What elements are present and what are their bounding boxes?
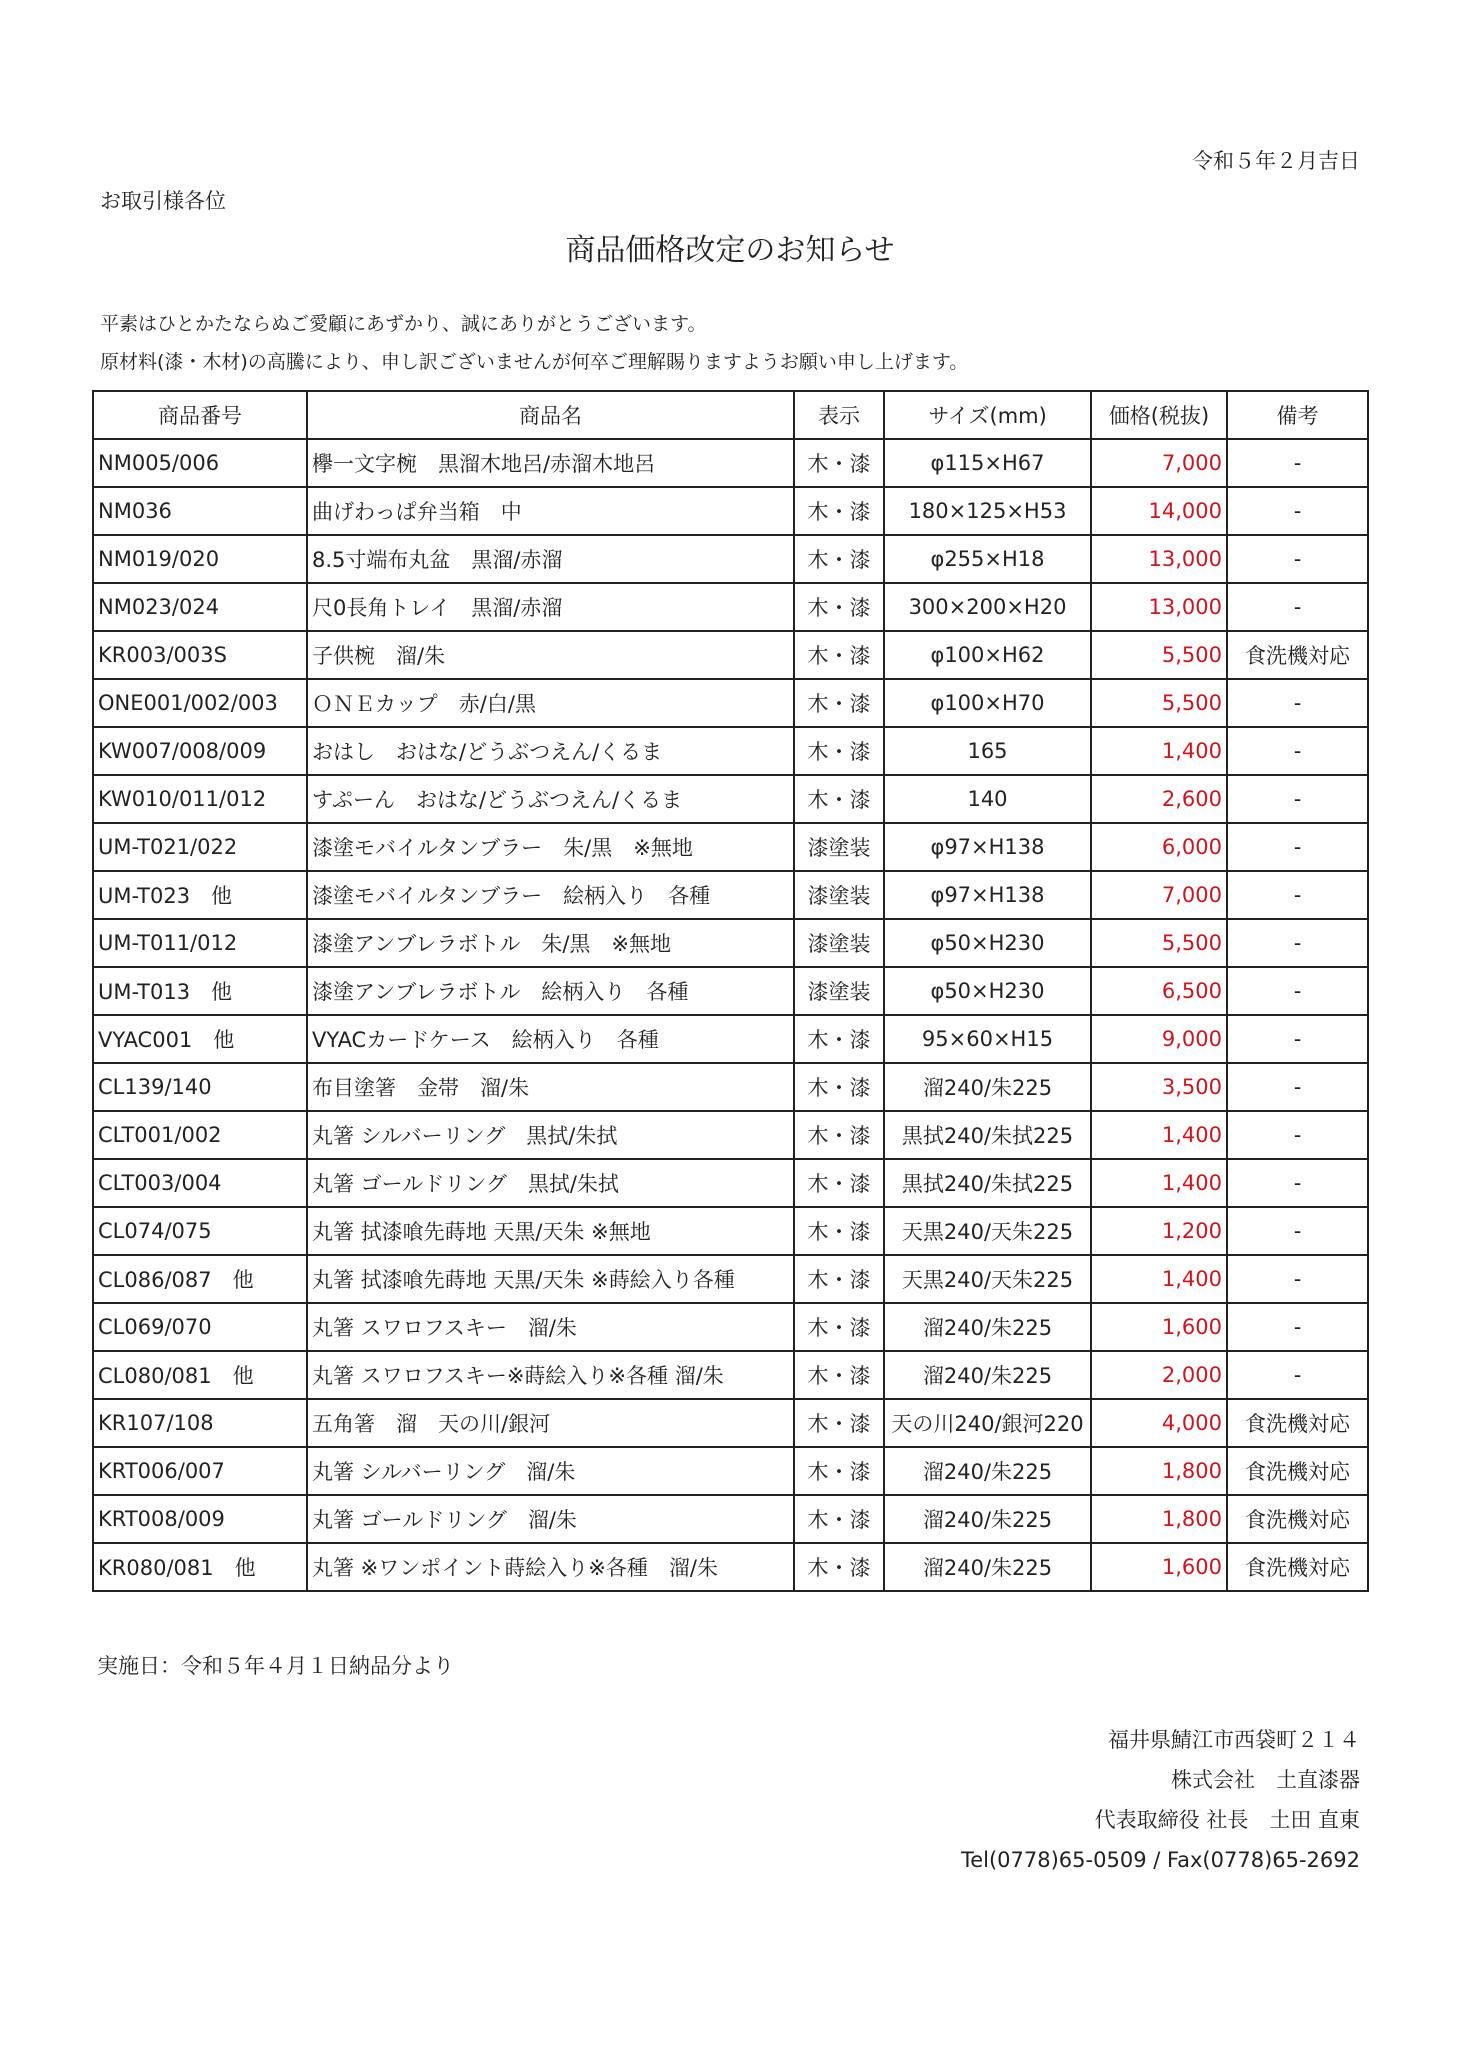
cell-note: - xyxy=(1227,1015,1368,1063)
cell-price: 2,600 xyxy=(1091,775,1227,823)
cell-product-code: CLT003/004 xyxy=(93,1159,307,1207)
cell-product-code: UM-T013 他 xyxy=(93,967,307,1015)
table-row xyxy=(93,1207,1368,1255)
table-row xyxy=(93,1399,1368,1447)
cell-size: φ50×H230 xyxy=(884,919,1091,967)
cell-size: 天黒240/天朱225 xyxy=(884,1207,1091,1255)
cell-product-code: CL069/070 xyxy=(93,1303,307,1351)
cell-product-name: 丸箸 ゴールドリング 溜/朱 xyxy=(307,1495,794,1543)
table-row xyxy=(93,679,1368,727)
cell-note: - xyxy=(1227,487,1368,535)
cell-product-name: 欅一文字椀 黒溜木地呂/赤溜木地呂 xyxy=(307,439,794,487)
cell-product-name: おはし おはな/どうぶつえん/くるま xyxy=(307,727,794,775)
cell-product-name: すぷーん おはな/どうぶつえん/くるま xyxy=(307,775,794,823)
cell-size: φ97×H138 xyxy=(884,871,1091,919)
cell-product-code: UM-T021/022 xyxy=(93,823,307,871)
cell-product-name: 丸箸 ゴールドリング 黒拭/朱拭 xyxy=(307,1159,794,1207)
cell-note: - xyxy=(1227,1207,1368,1255)
table-row xyxy=(93,823,1368,871)
cell-product-name: 漆塗モバイルタンブラー 朱/黒 ※無地 xyxy=(307,823,794,871)
cell-material: 木・漆 xyxy=(794,439,884,487)
cell-size: 溜240/朱225 xyxy=(884,1351,1091,1399)
header-note: 備考 xyxy=(1227,391,1368,439)
cell-product-code: KRT006/007 xyxy=(93,1447,307,1495)
document-date: 令和５年２月吉日 xyxy=(1192,149,1360,173)
table-row xyxy=(93,1015,1368,1063)
cell-note: - xyxy=(1227,583,1368,631)
cell-product-code: CLT001/002 xyxy=(93,1111,307,1159)
cell-price: 13,000 xyxy=(1091,535,1227,583)
cell-material: 漆塗装 xyxy=(794,967,884,1015)
intro-line: 平素はひとかたならぬご愛顧にあずかり、誠にありがとうございます。 xyxy=(100,313,707,335)
cell-material: 木・漆 xyxy=(794,1015,884,1063)
cell-note: 食洗機対応 xyxy=(1227,1447,1368,1495)
cell-size: 溜240/朱225 xyxy=(884,1495,1091,1543)
cell-note: - xyxy=(1227,1063,1368,1111)
cell-product-name: 丸箸 拭漆喰先蒔地 天黒/天朱 ※蒔絵入り各種 xyxy=(307,1255,794,1303)
cell-note: - xyxy=(1227,439,1368,487)
cell-product-name: 丸箸 シルバーリング 溜/朱 xyxy=(307,1447,794,1495)
cell-product-code: NM019/020 xyxy=(93,535,307,583)
cell-size: φ50×H230 xyxy=(884,967,1091,1015)
cell-product-code: NM036 xyxy=(93,487,307,535)
cell-price: 6,000 xyxy=(1091,823,1227,871)
cell-material: 木・漆 xyxy=(794,1063,884,1111)
cell-material: 木・漆 xyxy=(794,679,884,727)
cell-note: - xyxy=(1227,1351,1368,1399)
cell-size: 天の川240/銀河220 xyxy=(884,1399,1091,1447)
cell-product-name: 漆塗アンブレラボトル 絵柄入り 各種 xyxy=(307,967,794,1015)
cell-size: 165 xyxy=(884,727,1091,775)
intro-line: 原材料(漆・木材)の高騰により、申し訳ございませんが何卒ご理解賜りますようお願い申し上げます。 xyxy=(100,351,969,373)
cell-material: 木・漆 xyxy=(794,1543,884,1591)
table-row xyxy=(93,1543,1368,1591)
table-header-row xyxy=(93,391,1368,439)
cell-note: - xyxy=(1227,1111,1368,1159)
table-row xyxy=(93,871,1368,919)
cell-price: 5,500 xyxy=(1091,679,1227,727)
cell-product-code: ONE001/002/003 xyxy=(93,679,307,727)
addressee: お取引様各位 xyxy=(100,189,226,213)
cell-material: 木・漆 xyxy=(794,487,884,535)
cell-product-name: 五角箸 溜 天の川/銀河 xyxy=(307,1399,794,1447)
cell-size: φ100×H70 xyxy=(884,679,1091,727)
cell-price: 1,200 xyxy=(1091,1207,1227,1255)
cell-size: 溜240/朱225 xyxy=(884,1447,1091,1495)
cell-size: 黒拭240/朱拭225 xyxy=(884,1159,1091,1207)
cell-material: 木・漆 xyxy=(794,1399,884,1447)
table-row xyxy=(93,631,1368,679)
cell-product-code: UM-T011/012 xyxy=(93,919,307,967)
table-row xyxy=(93,1159,1368,1207)
cell-price: 1,400 xyxy=(1091,727,1227,775)
cell-product-name: 丸箸 ※ワンポイント蒔絵入り※各種 溜/朱 xyxy=(307,1543,794,1591)
cell-material: 漆塗装 xyxy=(794,871,884,919)
cell-material: 木・漆 xyxy=(794,583,884,631)
cell-material: 木・漆 xyxy=(794,775,884,823)
cell-material: 木・漆 xyxy=(794,1207,884,1255)
cell-material: 木・漆 xyxy=(794,1111,884,1159)
cell-note: 食洗機対応 xyxy=(1227,1543,1368,1591)
cell-note: - xyxy=(1227,871,1368,919)
cell-product-name: 漆塗モバイルタンブラー 絵柄入り 各種 xyxy=(307,871,794,919)
cell-product-name: 尺0長角トレイ 黒溜/赤溜 xyxy=(307,583,794,631)
header-price: 価格(税抜) xyxy=(1091,391,1227,439)
cell-price: 6,500 xyxy=(1091,967,1227,1015)
cell-material: 木・漆 xyxy=(794,1159,884,1207)
cell-material: 漆塗装 xyxy=(794,823,884,871)
table-row xyxy=(93,919,1368,967)
cell-note: - xyxy=(1227,1255,1368,1303)
cell-price: 1,600 xyxy=(1091,1543,1227,1591)
table-row xyxy=(93,535,1368,583)
cell-size: φ115×H67 xyxy=(884,439,1091,487)
cell-note: - xyxy=(1227,775,1368,823)
cell-product-name: VYACカードケース 絵柄入り 各種 xyxy=(307,1015,794,1063)
cell-note: - xyxy=(1227,1159,1368,1207)
cell-product-code: KW010/011/012 xyxy=(93,775,307,823)
cell-material: 漆塗装 xyxy=(794,919,884,967)
cell-size: 140 xyxy=(884,775,1091,823)
cell-price: 9,000 xyxy=(1091,1015,1227,1063)
cell-price: 7,000 xyxy=(1091,439,1227,487)
cell-size: φ255×H18 xyxy=(884,535,1091,583)
cell-product-name: 8.5寸端布丸盆 黒溜/赤溜 xyxy=(307,535,794,583)
cell-product-code: CL080/081 他 xyxy=(93,1351,307,1399)
cell-price: 1,400 xyxy=(1091,1111,1227,1159)
cell-note: - xyxy=(1227,919,1368,967)
sender-representative: 代表取締役 社長 土田 直東 xyxy=(1094,1808,1360,1832)
cell-note: 食洗機対応 xyxy=(1227,1399,1368,1447)
cell-size: φ97×H138 xyxy=(884,823,1091,871)
sender-company: 株式会社 土直漆器 xyxy=(1171,1768,1360,1792)
cell-price: 1,400 xyxy=(1091,1159,1227,1207)
cell-material: 木・漆 xyxy=(794,535,884,583)
header-product-code: 商品番号 xyxy=(93,391,307,439)
table-row xyxy=(93,487,1368,535)
cell-price: 7,000 xyxy=(1091,871,1227,919)
header-material: 表示 xyxy=(794,391,884,439)
table-row xyxy=(93,583,1368,631)
sender-contact: Tel(0778)65-0509 / Fax(0778)65-2692 xyxy=(960,1848,1360,1872)
cell-price: 3,500 xyxy=(1091,1063,1227,1111)
cell-note: - xyxy=(1227,679,1368,727)
table-row xyxy=(93,1303,1368,1351)
cell-size: 300×200×H20 xyxy=(884,583,1091,631)
cell-product-code: KR107/108 xyxy=(93,1399,307,1447)
document-title: 商品価格改定のお知らせ xyxy=(565,233,895,268)
cell-note: - xyxy=(1227,1303,1368,1351)
intro-paragraph xyxy=(100,305,968,381)
cell-material: 木・漆 xyxy=(794,727,884,775)
table-row xyxy=(93,1111,1368,1159)
cell-price: 4,000 xyxy=(1091,1399,1227,1447)
table-row xyxy=(93,1351,1368,1399)
cell-material: 木・漆 xyxy=(794,1495,884,1543)
cell-product-code: KR080/081 他 xyxy=(93,1543,307,1591)
cell-note: - xyxy=(1227,535,1368,583)
cell-price: 1,600 xyxy=(1091,1303,1227,1351)
table-row xyxy=(93,1495,1368,1543)
cell-note: - xyxy=(1227,823,1368,871)
price-table xyxy=(92,390,1369,1592)
table-row xyxy=(93,967,1368,1015)
cell-product-name: ＯＮＥカップ 赤/白/黒 xyxy=(307,679,794,727)
cell-size: 溜240/朱225 xyxy=(884,1303,1091,1351)
cell-note: - xyxy=(1227,727,1368,775)
cell-price: 1,800 xyxy=(1091,1495,1227,1543)
cell-product-name: 丸箸 拭漆喰先蒔地 天黒/天朱 ※無地 xyxy=(307,1207,794,1255)
table-row xyxy=(93,775,1368,823)
cell-product-name: 子供椀 溜/朱 xyxy=(307,631,794,679)
cell-product-code: KRT008/009 xyxy=(93,1495,307,1543)
cell-product-name: 布目塗箸 金帯 溜/朱 xyxy=(307,1063,794,1111)
cell-product-code: CL074/075 xyxy=(93,1207,307,1255)
cell-material: 木・漆 xyxy=(794,1447,884,1495)
cell-product-code: NM005/006 xyxy=(93,439,307,487)
cell-product-code: KR003/003S xyxy=(93,631,307,679)
cell-size: 黒拭240/朱拭225 xyxy=(884,1111,1091,1159)
cell-size: 天黒240/天朱225 xyxy=(884,1255,1091,1303)
cell-note: - xyxy=(1227,967,1368,1015)
table-row xyxy=(93,727,1368,775)
cell-product-code: NM023/024 xyxy=(93,583,307,631)
cell-price: 5,500 xyxy=(1091,631,1227,679)
cell-size: 溜240/朱225 xyxy=(884,1543,1091,1591)
header-size: サイズ(mm) xyxy=(884,391,1091,439)
cell-material: 木・漆 xyxy=(794,1351,884,1399)
cell-product-code: CL139/140 xyxy=(93,1063,307,1111)
cell-product-code: VYAC001 他 xyxy=(93,1015,307,1063)
cell-price: 2,000 xyxy=(1091,1351,1227,1399)
cell-product-name: 丸箸 スワロフスキー※蒔絵入り※各種 溜/朱 xyxy=(307,1351,794,1399)
cell-price: 13,000 xyxy=(1091,583,1227,631)
sender-block xyxy=(961,1720,1360,1880)
cell-price: 1,800 xyxy=(1091,1447,1227,1495)
cell-size: φ100×H62 xyxy=(884,631,1091,679)
table-row xyxy=(93,1063,1368,1111)
cell-material: 木・漆 xyxy=(794,1303,884,1351)
cell-note: 食洗機対応 xyxy=(1227,631,1368,679)
cell-note: 食洗機対応 xyxy=(1227,1495,1368,1543)
table-row xyxy=(93,1447,1368,1495)
cell-product-name: 丸箸 スワロフスキー 溜/朱 xyxy=(307,1303,794,1351)
cell-price: 5,500 xyxy=(1091,919,1227,967)
cell-material: 木・漆 xyxy=(794,631,884,679)
cell-product-code: UM-T023 他 xyxy=(93,871,307,919)
effective-date: 実施日：令和５年４月１日納品分より xyxy=(97,1654,454,1678)
cell-material: 木・漆 xyxy=(794,1255,884,1303)
cell-product-name: 曲げわっぱ弁当箱 中 xyxy=(307,487,794,535)
table-row xyxy=(93,439,1368,487)
sender-address: 福井県鯖江市西袋町２１４ xyxy=(1108,1728,1360,1752)
cell-size: 95×60×H15 xyxy=(884,1015,1091,1063)
cell-product-code: CL086/087 他 xyxy=(93,1255,307,1303)
cell-price: 14,000 xyxy=(1091,487,1227,535)
cell-product-name: 漆塗アンブレラボトル 朱/黒 ※無地 xyxy=(307,919,794,967)
cell-size: 溜240/朱225 xyxy=(884,1063,1091,1111)
cell-product-name: 丸箸 シルバーリング 黒拭/朱拭 xyxy=(307,1111,794,1159)
cell-price: 1,400 xyxy=(1091,1255,1227,1303)
cell-size: 180×125×H53 xyxy=(884,487,1091,535)
price-table-body xyxy=(93,439,1368,1591)
table-row xyxy=(93,1255,1368,1303)
cell-product-code: KW007/008/009 xyxy=(93,727,307,775)
header-product-name: 商品名 xyxy=(307,391,794,439)
